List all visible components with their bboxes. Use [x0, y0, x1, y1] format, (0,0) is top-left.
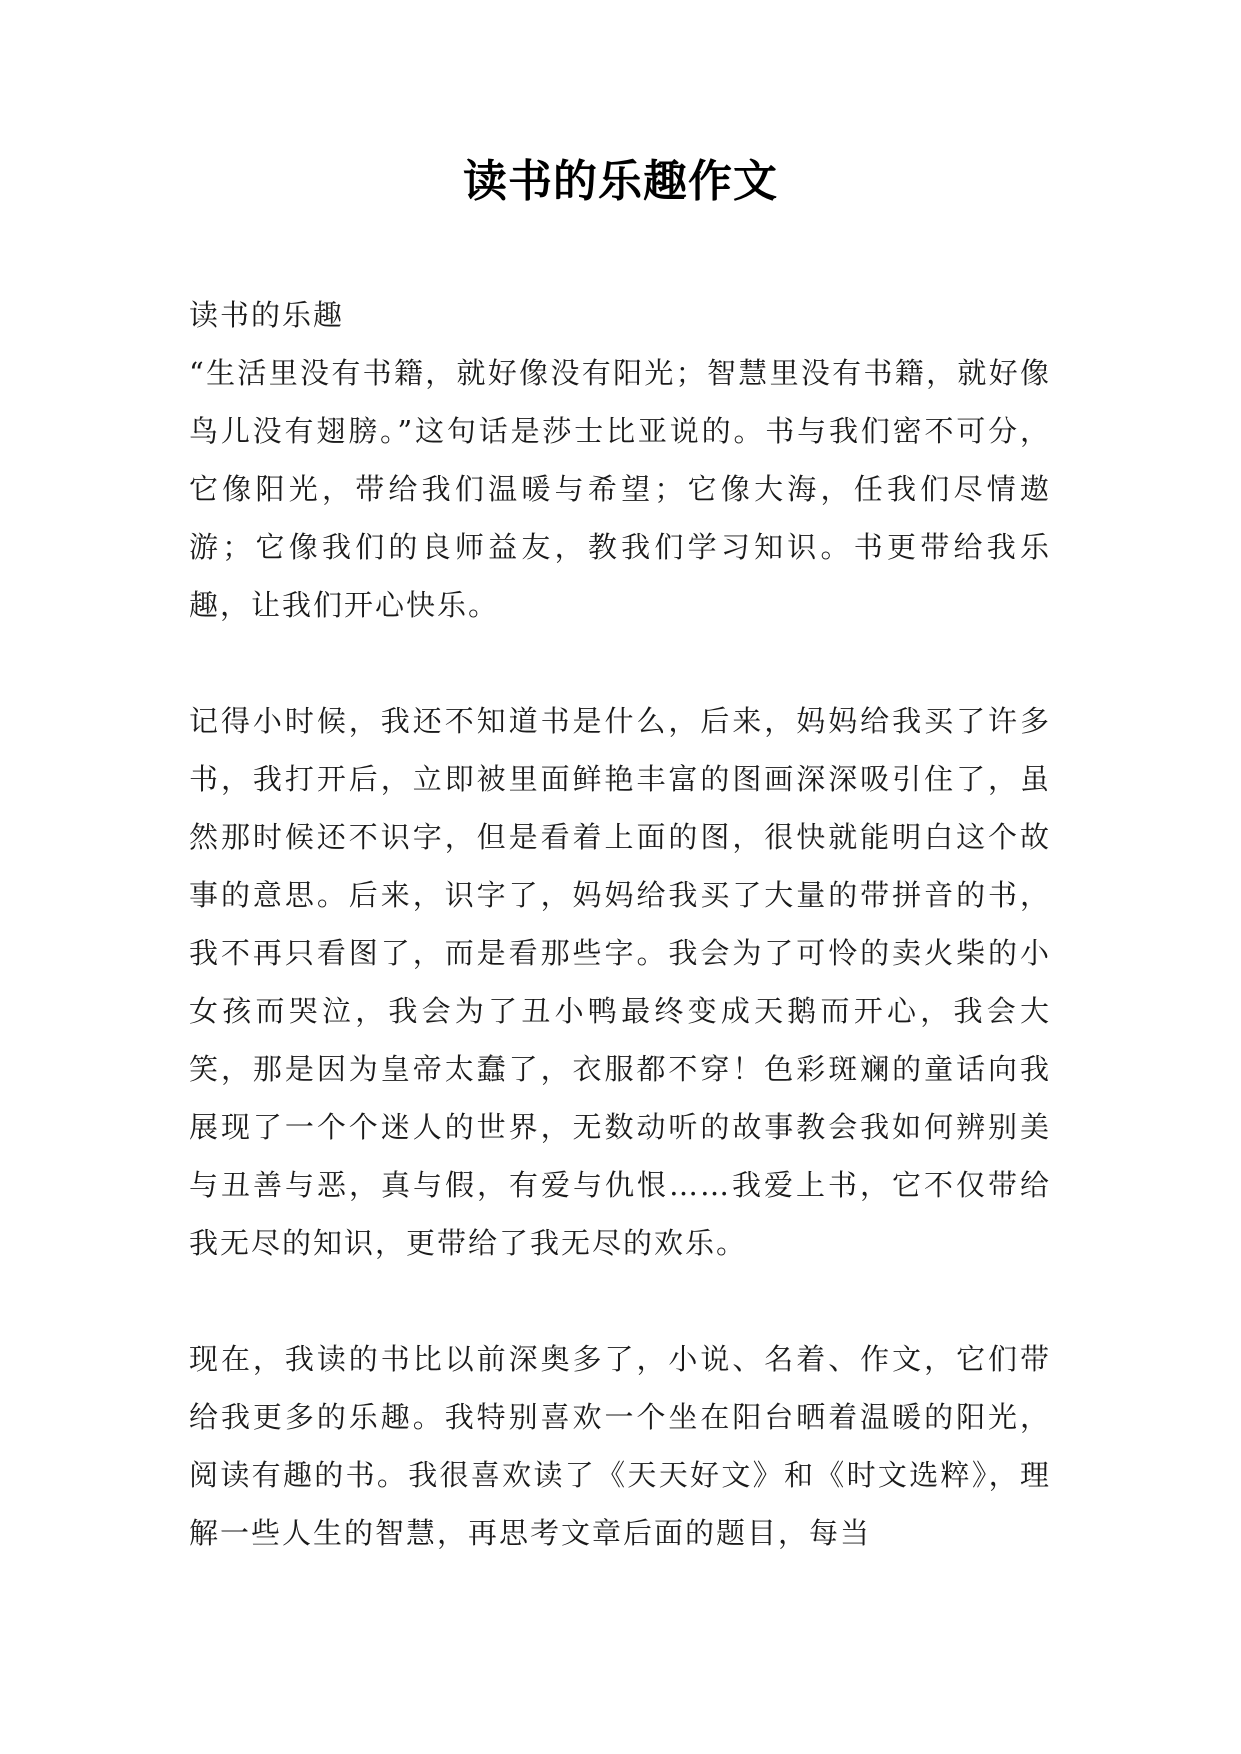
- paragraph-gap: [189, 634, 1051, 692]
- paragraph-1: “生活里没有书籍，就好像没有阳光；智慧里没有书籍，就好像鸟儿没有翅膀。”这句话是莎士比亚说的。书与我们密不可分，它像阳光，带给我们温暖与希望；它像大海，任我们尽情遨游；它像我们的良师益友，教我们学习知识。书更带给我乐趣，让我们开心快乐。: [189, 356, 1051, 622]
- paragraph-gap: [189, 1272, 1051, 1330]
- document-title: 读书的乐趣作文: [463, 156, 778, 207]
- paragraph-3: 现在，我读的书比以前深奥多了，小说、名着、作文，它们带给我更多的乐趣。我特别喜欢一个坐在阳台晒着温暖的阳光，阅读有趣的书。我很喜欢读了《天天好文》和《时文选粹》，理解一些人生的智慧，再思考文章后面的题目，每当: [189, 1342, 1051, 1550]
- paragraph-2: 记得小时候，我还不知道书是什么，后来，妈妈给我买了许多书，我打开后，立即被里面鲜艳丰富的图画深深吸引住了，虽然那时候还不识字，但是看着上面的图，很快就能明白这个故事的意思。后来，识字了，妈妈给我买了大量的带拼音的书，我不再只看图了，而是看那些字。我会为了可怜的卖火柴的小女孩而哭泣，我会为了丑小鸭最终变成天鹅而开心，我会大笑，那是因为皇帝太蠢了，衣服都不穿！色彩斑斓的童话向我展现了一个个迷人的世界，无数动听的故事教会我如何辨别美与丑善与恶，真与假，有爱与仇恨……我爱上书，它不仅带给我无尽的知识，更带给了我无尽的欢乐。: [189, 704, 1051, 1260]
- document-subtitle: 读书的乐趣: [189, 298, 345, 332]
- document-body: [189, 286, 1051, 1562]
